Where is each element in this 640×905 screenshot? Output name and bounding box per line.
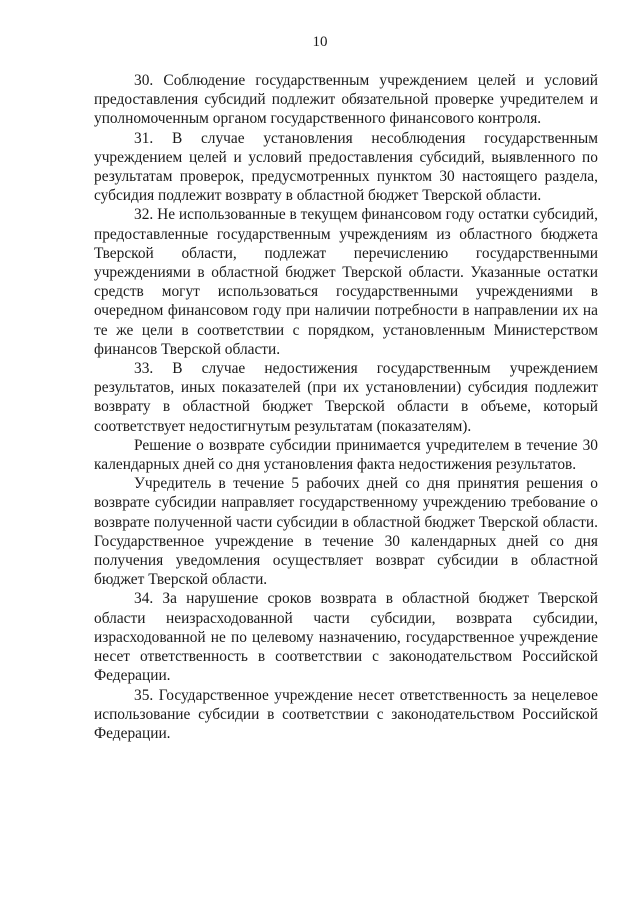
paragraph-33-requirement: Учредитель в течение 5 рабочих дней со дня принятия решения о возврате субсидии направляет государственному учреждению требование о возврате полученной части субсидии в областной бюджет Тверской области. Государственное учреждение в течение 30 календарных дней со дня получения уведомления осуществляет возврат субсидии в областной бюджет Тверской области. bbox=[94, 475, 598, 589]
paragraph-34: 34. За нарушение сроков возврата в областной бюджет Тверской области неизрасходованной части субсидии, возврата субсидии, израсходованной не по целевому назначению, государственное учреждение несет ответственность в соответствии с законодательством Российской Федерации. bbox=[94, 590, 598, 685]
paragraph-31: 31. В случае установления несоблюдения государственным учреждением целей и условий предоставления субсидий, выявленного по результатам проверок, предусмотренных пунктом 30 настоящего раздела, субсидия подлежит возврату в областной бюджет Тверской области. bbox=[94, 129, 598, 205]
paragraph-33-decision: Решение о возврате субсидии принимается учредителем в течение 30 календарных дней со дня установления факта недостижения результатов. bbox=[94, 436, 598, 474]
document-body bbox=[94, 71, 598, 743]
page-number: 10 bbox=[312, 34, 328, 50]
paragraph-32: 32. Не использованные в текущем финансовом году остатки субсидий, предоставленные государственным учреждениям из областного бюджета Тверской области, подлежат перечислению государственными учреждениями в областной бюджет Тверской области. Указанные остатки средств могут использоваться государственными учреждениями в очередном финансовом году при наличии потребности в направлении их на те же цели в соответствии с порядком, установленным Министерством финансов Тверской области. bbox=[94, 206, 598, 358]
paragraph-30: 30. Соблюдение государственным учреждением целей и условий предоставления субсидий подлежит обязательной проверке учредителем и уполномоченным органом государственного финансового контроля. bbox=[94, 72, 598, 128]
paragraph-35: 35. Государственное учреждение несет ответственность за нецелевое использование субсидии в соответствии с законодательством Российской Федерации. bbox=[94, 686, 598, 742]
paragraph-33: 33. В случае недостижения государственным учреждением результатов, иных показателей (при их установлении) субсидия подлежит возврату в областной бюджет Тверской области в объеме, который соответствует недостигнутым результатам (показателям). bbox=[94, 360, 598, 435]
